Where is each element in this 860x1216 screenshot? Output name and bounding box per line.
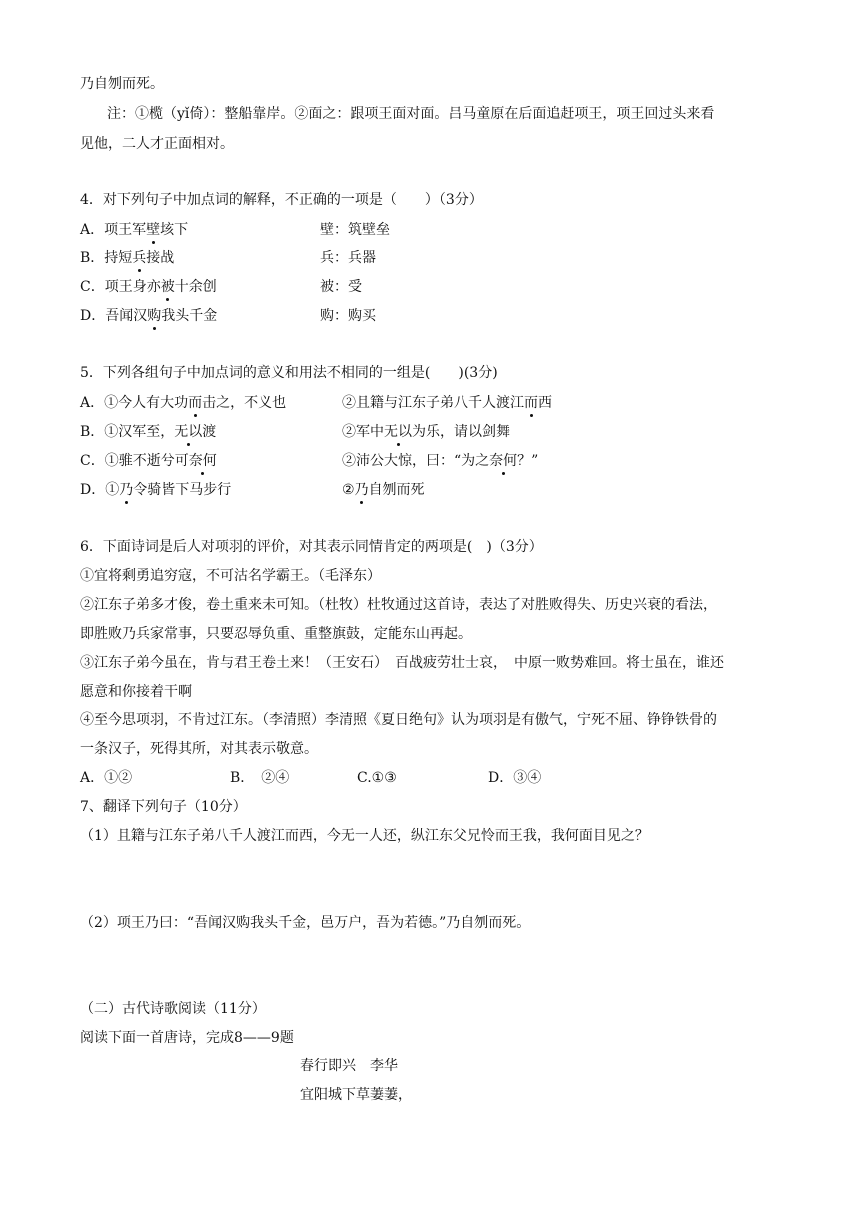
- q4-gloss-c: 被：受: [320, 279, 362, 295]
- q5-row-c-right: ②沛公大惊，曰：“为之奈何？”: [342, 453, 539, 469]
- q6-answer-c: C.①③: [357, 770, 397, 786]
- q6-item-4-line-1: ④至今思项羽，不肯过江东。（李清照）李清照《夏日绝句》认为项羽是有傲气，宁死不屈、铮铮铁骨的: [80, 712, 717, 728]
- q4-option-d: D．吾闻汉购我头千金: [80, 308, 218, 324]
- q5-row-a-left: A．①今人有大功而击之，不义也: [80, 395, 287, 411]
- q6-answer-a: A．①②: [80, 770, 133, 786]
- q5-row-b-left: B．①汉军至，无以渡: [80, 424, 217, 440]
- section-2-instruction: 阅读下面一首唐诗，完成8——9题: [80, 1030, 294, 1046]
- q4-stem: 4．对下列句子中加点词的解释，不正确的一项是（ ）（3分）: [80, 192, 483, 208]
- q5-row-d-left: D．①乃令骑皆下马步行: [80, 482, 232, 498]
- q7-stem: 7、翻译下列句子（10分）: [80, 799, 247, 815]
- q7-sentence-2: （2）项王乃曰：“吾闻汉购我头千金，邑万户，吾为若德。”乃自刎而死。: [80, 915, 531, 931]
- q6-item-1: ①宜将剩勇追穷寇，不可沽名学霸王。（毛泽东）: [80, 568, 381, 584]
- q4-option-a: A．项王军壁垓下: [80, 222, 189, 238]
- q6-item-2-line-1: ②江东子弟多才俊，卷土重来未可知。（杜牧）杜牧通过这首诗，表达了对胜败得失、历史兴衰的看法，: [80, 597, 717, 613]
- q5-stem: 5．下列各组句子中加点词的意义和用法不相同的一组是( )(3分): [80, 365, 498, 381]
- poem-line-1: 宜阳城下草萋萋，: [300, 1087, 412, 1103]
- q4-option-b: B．持短兵接战: [80, 250, 175, 266]
- q6-answer-b: B． ②④: [230, 770, 290, 786]
- q4-gloss-a: 壁：筑壁垒: [320, 222, 390, 238]
- q6-item-3-line-2: 愿意和你接着干啊: [80, 684, 192, 700]
- q6-item-2-line-2: 即胜败乃兵家常事，只要忍辱负重、重整旗鼓，定能东山再起。: [80, 626, 472, 642]
- q4-gloss-b: 兵：兵器: [320, 250, 376, 266]
- q6-item-3-line-1: ③江东子弟今虽在，肯与君王卷土来！（王安石） 百战疲劳壮士哀， 中原一败势难回。将士虽在，谁还: [80, 655, 724, 671]
- q6-item-4-line-2: 一条汉子，死得其所，对其表示敬意。: [80, 741, 318, 757]
- q6-answer-d: D．③④: [488, 770, 542, 786]
- note-line-1: 注：①榄（yǐ倚）：整船靠岸。②面之：跟项王面对面。吕马童原在后面追赶项王，项王回过头来看: [107, 106, 715, 122]
- q5-row-a-right: ②且籍与江东子弟八千人渡江而西: [342, 395, 552, 411]
- passage-end: 乃自刎而死。: [80, 76, 164, 92]
- q6-stem: 6．下面诗词是后人对项羽的评价，对其表示同情肯定的两项是( )（3分）: [80, 539, 543, 555]
- poem-title: 春行即兴 李华: [300, 1058, 398, 1074]
- q4-option-c: C．项王身亦被十余创: [80, 279, 217, 295]
- q5-row-b-right: ②军中无以为乐，请以剑舞: [342, 424, 510, 440]
- section-2-heading: （二）古代诗歌阅读（11分）: [80, 1001, 266, 1017]
- q5-row-d-right: ②乃自刎而死: [342, 482, 425, 498]
- q5-row-c-left: C．①骓不逝兮可奈何: [80, 453, 217, 469]
- q7-sentence-1: （1）且籍与江东子弟八千人渡江而西，今无一人还，纵江东父兄怜而王我，我何面目见之？: [80, 828, 649, 844]
- note-line-2: 见他，二人才正面相对。: [80, 136, 234, 152]
- q4-gloss-d: 购：购买: [320, 308, 376, 324]
